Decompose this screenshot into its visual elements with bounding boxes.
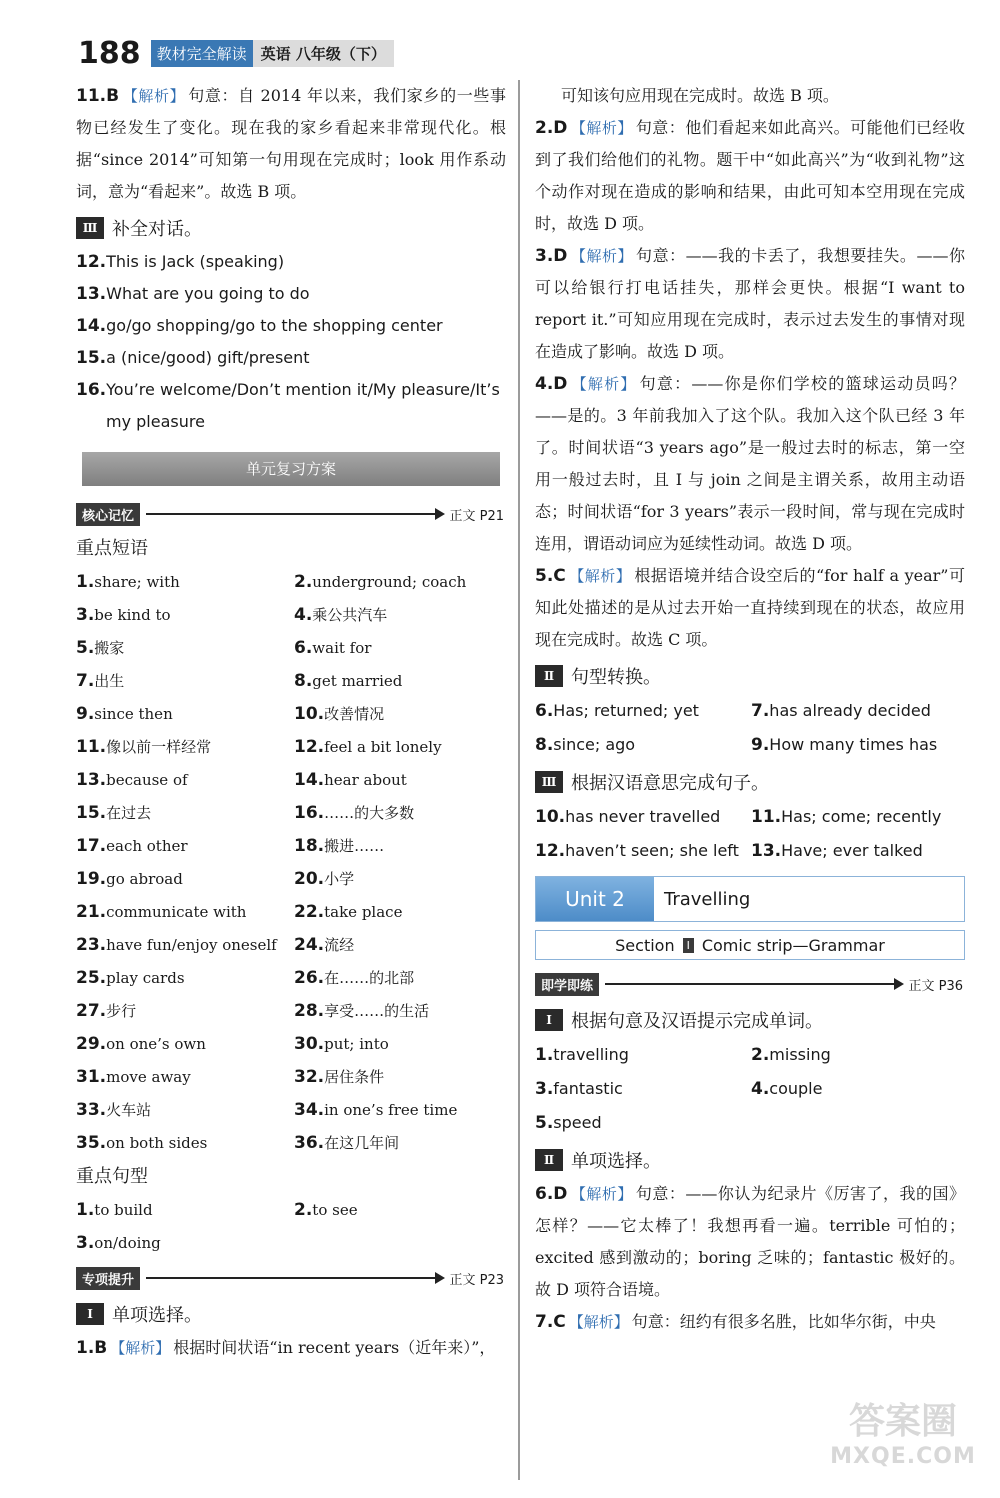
list-item: 4.乘公共汽车: [294, 605, 388, 625]
list-item: 12.haven’t seen; she left: [535, 841, 739, 861]
book-subject: 英语 八年级（下）: [253, 40, 394, 67]
list-item: 12.feel a bit lonely: [294, 737, 442, 757]
list-item: 13.because of: [76, 770, 188, 790]
list-item: 15.a (nice/good) gift/present: [76, 348, 310, 368]
list-item: 35.on both sides: [76, 1133, 208, 1153]
list-item: 1.share; with: [76, 572, 180, 592]
list-item: 2.missing: [751, 1045, 831, 1065]
list-item: 2.to see: [294, 1200, 358, 1220]
roman-numeral-icon: Ⅰ: [683, 938, 694, 953]
list-item-continued: my pleasure: [106, 412, 205, 431]
page-header: [78, 36, 394, 70]
list-item: 30.put; into: [294, 1034, 389, 1054]
list-item: 24.流经: [294, 935, 355, 955]
practice-header: [535, 970, 965, 998]
list-item: 33.火车站: [76, 1100, 152, 1120]
list-item: 6.wait for: [294, 638, 372, 658]
roman-numeral-icon: Ⅱ: [535, 1149, 563, 1171]
list-item: 31.move away: [76, 1067, 191, 1087]
list-item: 15.在过去: [76, 803, 152, 823]
list-item: 7.has already decided: [751, 701, 931, 721]
list-item: 13.What are you going to do: [76, 284, 310, 304]
section-choice-title: Ⅰ 单项选择。: [76, 1296, 506, 1332]
transform-answers: [535, 694, 965, 762]
unit-review-band: 单元复习方案: [82, 452, 500, 486]
list-item: 8.get married: [294, 671, 403, 691]
answer-11: 11.B 【解析】 句意：自 2014 年以来，我们家乡的一些事物已经发生了变化。现在我的家乡看起来非常现代化。根据“since 2014”可知第一句用现在完成时；look 用作系动词，意为“看起来”。故选 B 项。: [76, 86, 506, 201]
list-item: 9.since then: [76, 704, 173, 724]
page-number: 188: [78, 35, 141, 71]
roman-numeral-icon: Ⅰ: [535, 1009, 563, 1031]
right-column: [535, 80, 965, 1338]
unit-banner: [535, 876, 965, 922]
answer-1: 1.B 【解析】 根据时间状语“in recent years（近年来）”，: [76, 1338, 496, 1358]
roman-numeral-icon: Ⅲ: [76, 217, 104, 239]
list-item: 10.has never travelled: [535, 807, 721, 827]
list-item: [294, 1227, 506, 1260]
list-item: 19.go abroad: [76, 869, 183, 889]
list-item: 16.You’re welcome/Don’t mention it/My pleasure/It’s: [76, 380, 500, 400]
answer-7: 7.C 【解析】 句意：纽约有很多名胜，比如华尔街，中央: [535, 1312, 936, 1332]
answer-2: 2.D 【解析】 句意：他们看起来如此高兴。可能他们已经收到了我们给他们的礼物。题干中“如此高兴”为“收到礼物”这个动作对现在造成的影响和结果，由此可知本空用现在完成时，故选 D 项。: [535, 118, 965, 233]
core-memory-header: [76, 500, 506, 528]
section-choice-title-2: Ⅱ 单项选择。: [535, 1142, 965, 1178]
list-item: 20.小学: [294, 869, 355, 889]
unit-title: Travelling: [664, 888, 751, 910]
answer-6: 6.D 【解析】 句意：——你认为纪录片《厉害了，我的国》怎样？——它太棒了！我想再看一遍。terrible 可怕的；excited 感到激动的；boring 乏味的；fantastic 极好的。故 D 项符合语境。: [535, 1184, 965, 1299]
answer-5: 5.C 【解析】 根据语境并结合设空后的“for half a year”可知此处描述的是从过去开始一直持续到现在的状态，故应用现在完成时。故选 C 项。: [535, 566, 965, 649]
list-item: 16.……的大多数: [294, 803, 415, 823]
list-item: 29.on one’s own: [76, 1034, 206, 1054]
sentences-list: [76, 1194, 506, 1260]
section-words-title: Ⅰ 根据句意及汉语提示完成单词。: [535, 1002, 965, 1038]
list-item: 13.Have; ever talked: [751, 841, 923, 861]
arrow-right-icon: [605, 983, 902, 985]
list-item: 23.have fun/enjoy oneself: [76, 935, 277, 955]
list-item: 26.在……的北部: [294, 968, 415, 988]
phrases-list: [76, 566, 506, 1160]
list-item: 1.travelling: [535, 1045, 629, 1065]
list-item: 34.in one’s free time: [294, 1100, 458, 1120]
section-dialogue-title: Ⅲ 补全对话。: [76, 210, 506, 246]
list-item: 22.take place: [294, 902, 403, 922]
list-item: 28.享受……的生活: [294, 1001, 430, 1021]
list-item: 7.出生: [76, 671, 125, 691]
roman-numeral-icon: Ⅲ: [535, 771, 563, 793]
section-banner: Section Ⅰ Comic strip—Grammar: [535, 930, 965, 960]
column-divider: [518, 80, 520, 1480]
section-complete-title: Ⅲ 根据汉语意思完成句子。: [535, 764, 965, 800]
section-transform-title: Ⅱ 句型转换。: [535, 658, 965, 694]
list-item: 25.play cards: [76, 968, 185, 988]
list-item: 6.Has; returned; yet: [535, 701, 699, 721]
list-item: 14.go/go shopping/go to the shopping center: [76, 316, 443, 336]
word-answers: [535, 1038, 965, 1140]
answer-3: 3.D 【解析】 句意：——我的卡丢了，我想要挂失。——你可以给银行打电话挂失，那样会更快。根据“I want to report it.”可知应用现在完成时，表示过去发生的事情对现在造成了影响。故选 D 项。: [535, 246, 965, 361]
roman-numeral-icon: Ⅱ: [535, 665, 563, 687]
list-item: 9.How many times has: [751, 735, 938, 755]
roman-numeral-icon: Ⅰ: [76, 1303, 104, 1325]
arrow-right-icon: [146, 1277, 443, 1279]
practice-badge: 即学即练: [535, 973, 599, 996]
page-reference: 正文 P21: [449, 508, 504, 524]
left-column: [76, 80, 506, 1364]
list-item: 3.fantastic: [535, 1079, 623, 1099]
list-item: 36.在这几年间: [294, 1133, 400, 1153]
list-item: 3.on/doing: [76, 1233, 161, 1253]
special-practice-header: [76, 1264, 506, 1292]
complete-answers: [535, 800, 965, 868]
list-item: 4.couple: [751, 1079, 823, 1099]
list-item: 10.改善情况: [294, 704, 385, 724]
watermark-logo: 答案圈 MXQE.COM: [830, 1401, 976, 1469]
list-item: 11.像以前一样经常: [76, 737, 212, 757]
list-item: 5.搬家: [76, 638, 125, 658]
list-item: 1.to build: [76, 1200, 153, 1220]
special-practice-badge: 专项提升: [76, 1267, 140, 1290]
core-memory-badge: 核心记忆: [76, 503, 140, 526]
page-reference: 正文 P23: [449, 1272, 504, 1288]
unit-label: Unit 2: [536, 877, 654, 921]
answer-4: 4.D 【解析】 句意：——你是你们学校的篮球运动员吗？——是的。3 年前我加入了这个队。我加入这个队已经 3 年了。时间状语“3 years ago”是一般过去时的标志，第一空用一般过去时，且 I 与 join 之间是主谓关系，故用主动语态；时间状语“for 3 years”表示一段时间，常与现在完成时连用，谓语动词应为延续性动词。故选 D 项。: [535, 374, 965, 553]
list-item: 17.each other: [76, 836, 188, 856]
book-tag: 教材完全解读: [151, 40, 253, 67]
list-item: 21.communicate with: [76, 902, 247, 922]
list-item: 5.speed: [535, 1113, 602, 1133]
answer-1-continued: 可知该句应用现在完成时。故选 B 项。: [561, 86, 839, 105]
list-item: 14.hear about: [294, 770, 407, 790]
page-reference: 正文 P36: [908, 978, 963, 994]
dialogue-answers: [76, 246, 506, 438]
list-item: 27.步行: [76, 1001, 137, 1021]
arrow-right-icon: [146, 513, 443, 515]
list-item: 12.This is Jack (speaking): [76, 252, 285, 272]
list-item: 32.居住条件: [294, 1067, 385, 1087]
sentences-title: 重点句型: [76, 1166, 148, 1187]
list-item: 2.underground; coach: [294, 572, 467, 592]
list-item: 18.搬进……: [294, 836, 385, 856]
list-item: 8.since; ago: [535, 735, 636, 755]
list-item: 3.be kind to: [76, 605, 171, 625]
list-item: 11.Has; come; recently: [751, 807, 942, 827]
phrases-title: 重点短语: [76, 538, 148, 559]
